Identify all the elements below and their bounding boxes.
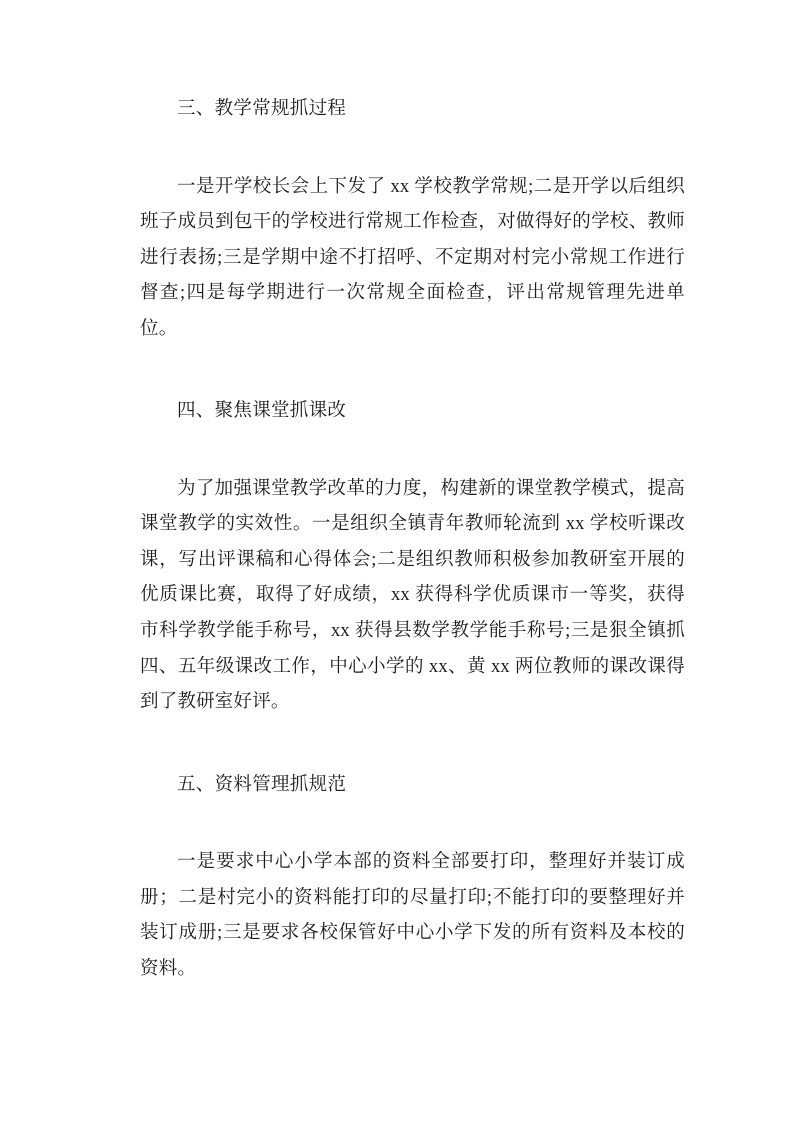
section-paragraph-5: 一是要求中心小学本部的资料全部要打印，整理好并装订成册；二是村完小的资料能打印的尽量打印;不能打印的要整理好并装订成册;三是要求各校保管好中心小学下发的所有资料及本校的资料。 (140, 852, 685, 979)
section-heading-block (140, 771, 685, 800)
spacer (140, 799, 685, 845)
section-heading-3: 三、教学常规抓过程 (177, 99, 347, 119)
section-paragraph-block (140, 170, 685, 348)
section-heading-5: 五、资料管理抓规范 (177, 774, 347, 795)
section-paragraph-block (140, 472, 685, 721)
section-heading-block (140, 95, 685, 124)
spacer (140, 426, 685, 472)
spacer (140, 347, 685, 397)
section-paragraph-3: 一是开学校长会上下发了 xx 学校教学常规;二是开学以后组织班子成员到包干的学校进行常规工作检查，对做得好的学校、教师进行表扬;三是学期中途不打招呼、不定期对村完小常规工作进行督查;四是每学期进行一次常规全面检查，评出常规管理先进单位。 (140, 176, 685, 339)
section-paragraph-4: 为了加强课堂教学改革的力度，构建新的课堂教学模式，提高课堂教学的实效性。一是组织全镇青年教师轮流到 xx 学校听课改课，写出评课稿和心得体会;二是组织教师积极参加教研室开展的优质课比赛，取得了好成绩，xx 获得科学优质课市一等奖，获得市科学教学能手称号，xx 获得县数学教学能手称号;三是狠全镇抓四、五年级课改工作，中心小学的 xx、黄 xx 两位教师的课改课得到了教研室好评。 (140, 478, 685, 713)
spacer (140, 721, 685, 771)
section-paragraph-block (140, 845, 685, 987)
section-heading-block (140, 397, 685, 426)
spacer (140, 124, 685, 170)
document-body (140, 95, 685, 987)
section-heading-4: 四、聚焦课堂抓课改 (177, 401, 347, 422)
